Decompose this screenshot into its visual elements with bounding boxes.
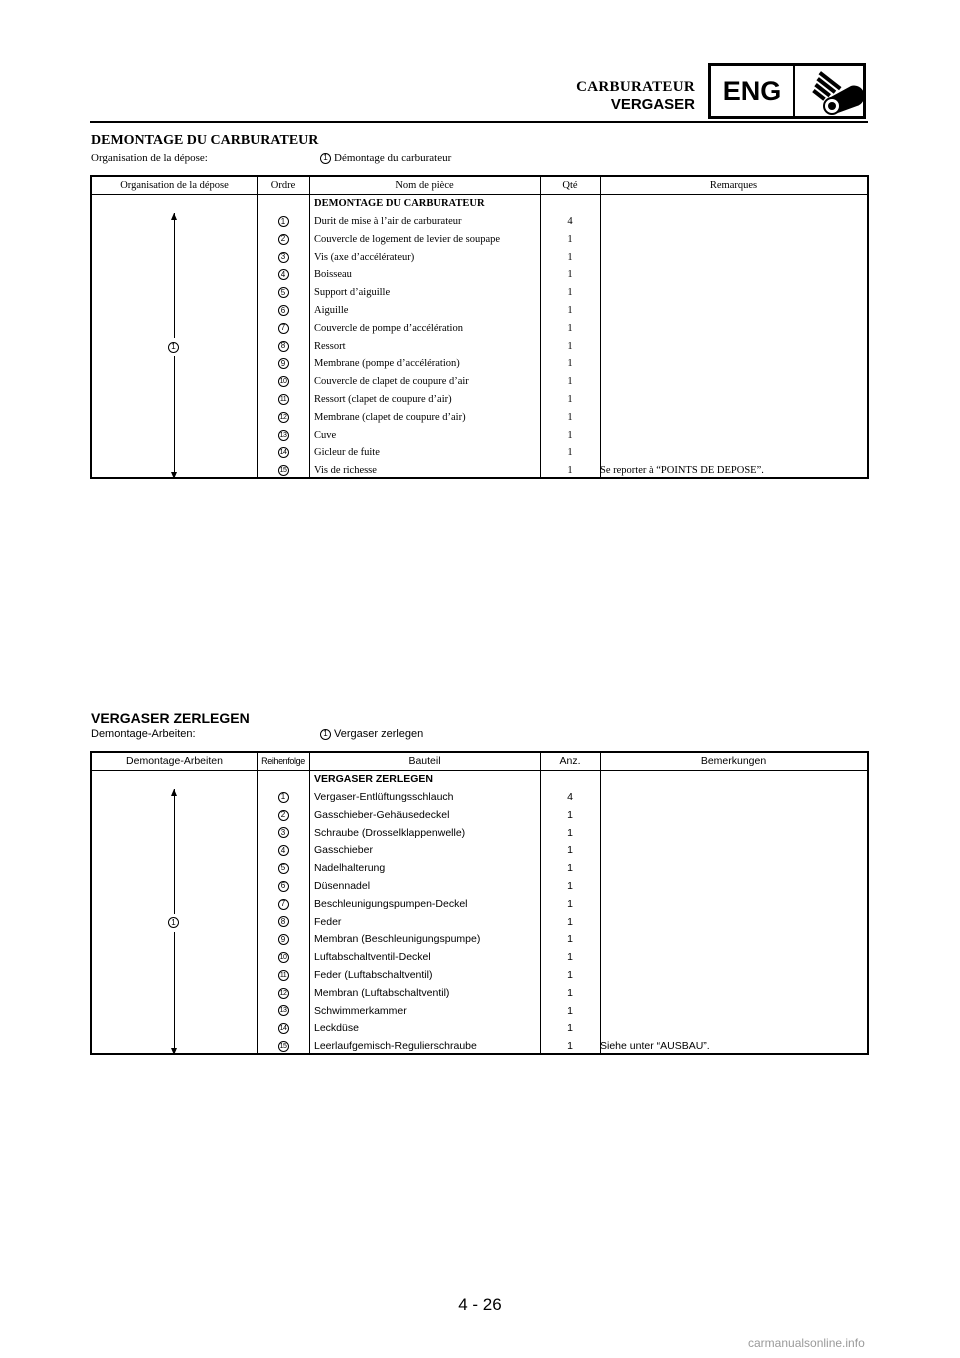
circled-number: 5 — [278, 287, 289, 298]
circled-number: 1 — [320, 729, 331, 740]
french-org-value — [320, 152, 451, 164]
table-row — [92, 807, 867, 825]
arrow-up-icon — [171, 789, 177, 796]
header-title-german: VERGASER — [610, 96, 695, 113]
column-header: Qté — [562, 180, 578, 191]
quantity-cell: 1 — [567, 376, 573, 388]
order-cell — [257, 320, 309, 338]
french-removal-table — [90, 175, 869, 479]
circled-number: 4 — [278, 845, 289, 856]
table-row — [92, 302, 867, 320]
quantity-cell: 1 — [567, 933, 573, 946]
badge-label: ENG — [722, 76, 782, 106]
group-label — [168, 338, 179, 356]
table-row — [92, 842, 867, 860]
group-header-row — [92, 195, 867, 213]
part-name-cell: Durit de mise à l’air de carburateur — [314, 216, 462, 227]
table-row — [92, 462, 867, 480]
header-rule — [90, 121, 868, 123]
order-cell — [257, 231, 309, 249]
table-row — [92, 1003, 867, 1021]
part-name-cell: Membran (Luftabschaltventil) — [314, 986, 450, 999]
quantity-cell: 1 — [567, 411, 573, 423]
order-cell — [257, 213, 309, 231]
table-header — [92, 177, 867, 195]
part-name-cell: Gasschieber-Gehäusedeckel — [314, 808, 450, 821]
order-cell — [257, 1038, 309, 1056]
group-label — [168, 914, 179, 932]
circled-number: 10 — [278, 952, 289, 963]
quantity-cell: 1 — [567, 951, 573, 964]
table-row — [92, 444, 867, 462]
circled-number: 6 — [278, 305, 289, 316]
part-name-cell: Ressort (clapet de coupure d’air) — [314, 394, 452, 405]
part-name-cell: Leerlaufgemisch-Regulierschraube — [314, 1040, 477, 1053]
part-name-cell: Support d’aiguille — [314, 287, 391, 299]
order-cell — [257, 825, 309, 843]
order-cell — [257, 789, 309, 807]
part-name-cell: Beschleunigungspumpen-Deckel — [314, 897, 468, 910]
section-badge — [708, 63, 866, 119]
german-section-title: VERGASER ZERLEGEN — [91, 710, 250, 726]
arrow-down-icon — [171, 472, 177, 479]
header-title-french: CARBURATEUR — [576, 79, 695, 95]
badge-divider — [793, 66, 795, 116]
part-name-cell: Couvercle de logement de levier de soupape — [314, 233, 501, 245]
order-cell — [257, 1003, 309, 1021]
part-name-cell: Schraube (Drosselklappenwelle) — [314, 826, 466, 839]
circled-number: 12 — [278, 412, 289, 423]
circled-number: 10 — [278, 376, 289, 387]
part-name-cell: Vis de richesse — [314, 465, 377, 477]
quantity-cell: 1 — [567, 862, 573, 875]
part-name-cell: Vis (axe d’accélérateur) — [314, 251, 415, 263]
circled-number: 11 — [278, 970, 289, 981]
quantity-cell: 1 — [567, 844, 573, 857]
part-name-cell: Nadelhalterung — [314, 862, 386, 875]
table-row — [92, 373, 867, 391]
order-cell — [257, 967, 309, 985]
part-name-cell: Leckdüse — [314, 1022, 359, 1035]
table-row — [92, 427, 867, 445]
circled-number: 6 — [278, 881, 289, 892]
table-row — [92, 860, 867, 878]
order-cell — [257, 302, 309, 320]
circled-number: 8 — [278, 916, 289, 927]
order-cell — [257, 444, 309, 462]
quantity-cell: 1 — [567, 465, 573, 477]
table-row — [92, 266, 867, 284]
quantity-cell: 1 — [567, 233, 573, 245]
engine-cylinder-icon — [799, 68, 863, 116]
quantity-cell: 1 — [567, 269, 573, 281]
table-row — [92, 231, 867, 249]
column-header: Remarques — [709, 180, 758, 191]
part-name-cell: Luftabschaltventil-Deckel — [314, 951, 431, 964]
german-org-value-text: Vergaser zerlegen — [334, 728, 424, 740]
circled-number: 13 — [278, 1005, 289, 1016]
circled-number: 11 — [278, 394, 289, 405]
order-cell — [257, 878, 309, 896]
order-cell — [257, 949, 309, 967]
circled-number: 14 — [278, 1023, 289, 1034]
circled-number: 9 — [278, 934, 289, 945]
part-name-cell: Feder (Luftabschaltventil) — [314, 969, 433, 981]
order-cell — [257, 985, 309, 1003]
german-org-value — [320, 728, 423, 740]
part-name-cell: Feder — [314, 915, 342, 928]
table-row — [92, 896, 867, 914]
circled-number: 1 — [278, 792, 289, 803]
column-header: Reihenfolge — [261, 756, 305, 766]
quantity-cell: 1 — [567, 394, 573, 405]
french-org-label: Organisation de la dépose: — [91, 152, 208, 164]
page-number: 4 - 26 — [458, 1295, 502, 1314]
circled-number: 2 — [278, 810, 289, 821]
table-row — [92, 391, 867, 409]
table-row — [92, 914, 867, 932]
german-removal-table — [90, 751, 869, 1055]
table-row — [92, 967, 867, 985]
german-org-label: Demontage-Arbeiten: — [91, 728, 196, 740]
table-row — [92, 249, 867, 267]
quantity-cell: 1 — [567, 305, 573, 316]
part-name-cell: Couvercle de clapet de coupure d’air — [314, 376, 469, 388]
column-header: Ordre — [270, 180, 296, 191]
remarks-cell: Siehe unter “AUSBAU”. — [600, 1040, 710, 1053]
table-row — [92, 789, 867, 807]
order-cell — [257, 931, 309, 949]
table-row — [92, 409, 867, 427]
quantity-cell: 1 — [567, 986, 573, 999]
column-header: Nom de pièce — [395, 180, 454, 191]
order-cell — [257, 914, 309, 932]
quantity-cell: 1 — [567, 322, 573, 334]
order-cell — [257, 860, 309, 878]
part-name-cell: Schwimmerkammer — [314, 1004, 407, 1017]
group-header: DEMONTAGE DU CARBURATEUR — [314, 198, 485, 209]
circled-number: 1 — [320, 153, 331, 164]
circled-number: 1 — [168, 917, 179, 928]
order-cell — [257, 896, 309, 914]
quantity-cell: 1 — [567, 340, 573, 352]
column-header: Demontage-Arbeiten — [126, 755, 223, 767]
quantity-cell: 4 — [567, 216, 573, 227]
table-row — [92, 338, 867, 356]
quantity-cell: 4 — [567, 791, 573, 803]
table-row — [92, 355, 867, 373]
french-org-value-text: Démontage du carburateur — [334, 152, 452, 164]
order-cell — [257, 842, 309, 860]
quantity-cell: 1 — [567, 358, 573, 370]
table-row — [92, 985, 867, 1003]
table-row — [92, 320, 867, 338]
circled-number: 8 — [278, 341, 289, 352]
part-name-cell: Vergaser-Entlüftungsschlauch — [314, 791, 454, 803]
part-name-cell: Membrane (clapet de coupure d’air) — [314, 411, 466, 423]
table-row — [92, 878, 867, 896]
circled-number: 5 — [278, 863, 289, 874]
order-cell — [257, 373, 309, 391]
circled-number: 3 — [278, 252, 289, 263]
order-cell — [257, 427, 309, 445]
circled-number: 14 — [278, 447, 289, 458]
order-cell — [257, 462, 309, 480]
table-row — [92, 949, 867, 967]
circled-number: 7 — [278, 323, 289, 334]
quantity-cell: 1 — [567, 1004, 573, 1017]
table-row — [92, 213, 867, 231]
quantity-cell: 1 — [567, 826, 573, 839]
arrow-down-icon — [171, 1048, 177, 1055]
table-row — [92, 1020, 867, 1038]
order-cell — [257, 409, 309, 427]
group-header-row — [92, 771, 867, 789]
quantity-cell: 1 — [567, 287, 573, 299]
order-cell — [257, 266, 309, 284]
quantity-cell: 1 — [567, 969, 573, 981]
part-name-cell: Membrane (pompe d’accélération) — [314, 358, 460, 370]
watermark: carmanualsonline.info — [748, 1336, 865, 1350]
circled-number: 1 — [168, 342, 179, 353]
part-name-cell: Aiguille — [314, 305, 349, 316]
remarks-cell: Se reporter à “POINTS DE DEPOSE”. — [600, 465, 764, 477]
order-cell — [257, 355, 309, 373]
circled-number: 15 — [278, 465, 289, 476]
circled-number: 3 — [278, 827, 289, 838]
order-cell — [257, 391, 309, 409]
quantity-cell: 1 — [567, 1022, 573, 1035]
part-name-cell: Ressort — [314, 340, 346, 352]
order-cell — [257, 338, 309, 356]
circled-number: 15 — [278, 1041, 289, 1052]
order-cell — [257, 807, 309, 825]
table-row — [92, 931, 867, 949]
quantity-cell: 1 — [567, 429, 573, 441]
part-name-cell: Düsennadel — [314, 880, 371, 892]
quantity-cell: 1 — [567, 1040, 573, 1053]
table-header — [92, 753, 867, 771]
order-cell — [257, 249, 309, 267]
circled-number: 9 — [278, 358, 289, 369]
part-name-cell: Gasschieber — [314, 844, 373, 857]
part-name-cell: Boisseau — [314, 269, 352, 281]
part-name-cell: Membran (Beschleunigungspumpe) — [314, 933, 481, 946]
column-header: Bemerkungen — [700, 755, 767, 767]
part-name-cell: Cuve — [314, 429, 337, 441]
part-name-cell: Gicleur de fuite — [314, 447, 380, 459]
circled-number: 4 — [278, 269, 289, 280]
table-row — [92, 825, 867, 843]
arrow-up-icon — [171, 213, 177, 220]
order-cell — [257, 284, 309, 302]
quantity-cell: 1 — [567, 808, 573, 821]
order-cell — [257, 1020, 309, 1038]
table-row — [92, 1038, 867, 1056]
group-header: VERGASER ZERLEGEN — [314, 773, 434, 785]
quantity-cell: 1 — [567, 447, 573, 459]
circled-number: 12 — [278, 988, 289, 999]
quantity-cell: 1 — [567, 897, 573, 910]
circled-number: 2 — [278, 234, 289, 245]
quantity-cell: 1 — [567, 915, 573, 928]
part-name-cell: Couvercle de pompe d’accélération — [314, 322, 463, 334]
french-section-title: DEMONTAGE DU CARBURATEUR — [91, 133, 319, 148]
column-header: Bauteil — [408, 755, 441, 767]
quantity-cell: 1 — [567, 251, 573, 263]
circled-number: 7 — [278, 899, 289, 910]
circled-number: 1 — [278, 216, 289, 227]
column-header: Anz. — [559, 755, 581, 767]
table-row — [92, 284, 867, 302]
column-header: Organisation de la dépose — [120, 180, 229, 191]
quantity-cell: 1 — [567, 880, 573, 892]
circled-number: 13 — [278, 430, 289, 441]
